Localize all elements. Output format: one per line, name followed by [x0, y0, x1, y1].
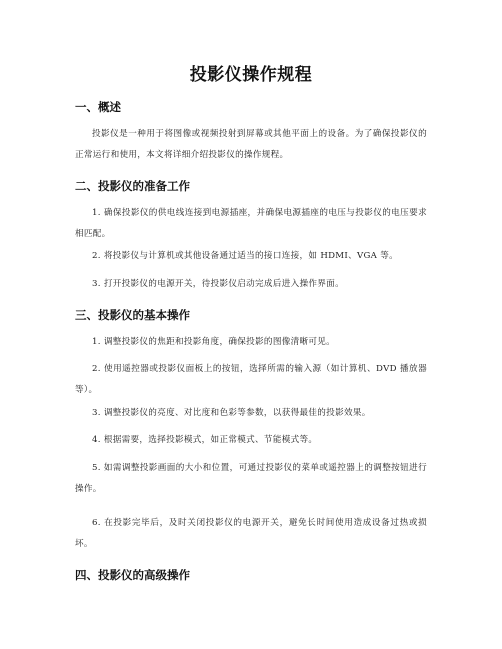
paragraph: 5. 如需调整投影画面的大小和位置，可通过投影仪的菜单或遥控器上的调整按钮进行操作。 [75, 463, 427, 494]
paragraph: 3. 调整投影仪的亮度、对比度和色彩等参数，以获得最佳的投影效果。 [92, 408, 371, 418]
paragraph: 1. 调整投影仪的焦距和投影角度，确保投影的图像清晰可见。 [92, 337, 336, 347]
section-heading-preparation: 二、投影仪的准备工作 [75, 179, 190, 193]
paragraph: 投影仪是一种用于将图像或视频投射到屏幕或其他平面上的设备。为了确保投影仪的正常运行和使用，本文将详细介绍投影仪的操作规程。 [75, 129, 427, 160]
section-heading-advanced-operation: 四、投影仪的高级操作 [75, 568, 190, 582]
paragraph: 3. 打开投影仪的电源开关，待投影仪启动完成后进入操作界面。 [92, 279, 344, 289]
paragraph: 2. 将投影仪与计算机或其他设备通过适当的接口连接，如 HDMI、VGA 等。 [92, 251, 398, 261]
paragraph: 6. 在投影完毕后，及时关闭投影仪的电源开关，避免长时间使用造成设备过热或损坏。 [75, 518, 427, 549]
section-heading-overview: 一、概述 [75, 100, 121, 114]
paragraph: 2. 使用遥控器或投影仪面板上的按钮，选择所需的输入源（如计算机、DVD 播放器等）。 [75, 364, 427, 395]
section-heading-basic-operation: 三、投影仪的基本操作 [75, 308, 190, 322]
paragraph: 1. 确保投影仪的供电线连接到电源插座，并确保电源插座的电压与投影仪的电压要求相匹配。 [75, 208, 427, 239]
document-title: 投影仪操作规程 [189, 65, 313, 85]
paragraph: 4. 根据需要，选择投影模式，如正常模式、节能模式等。 [92, 435, 318, 445]
